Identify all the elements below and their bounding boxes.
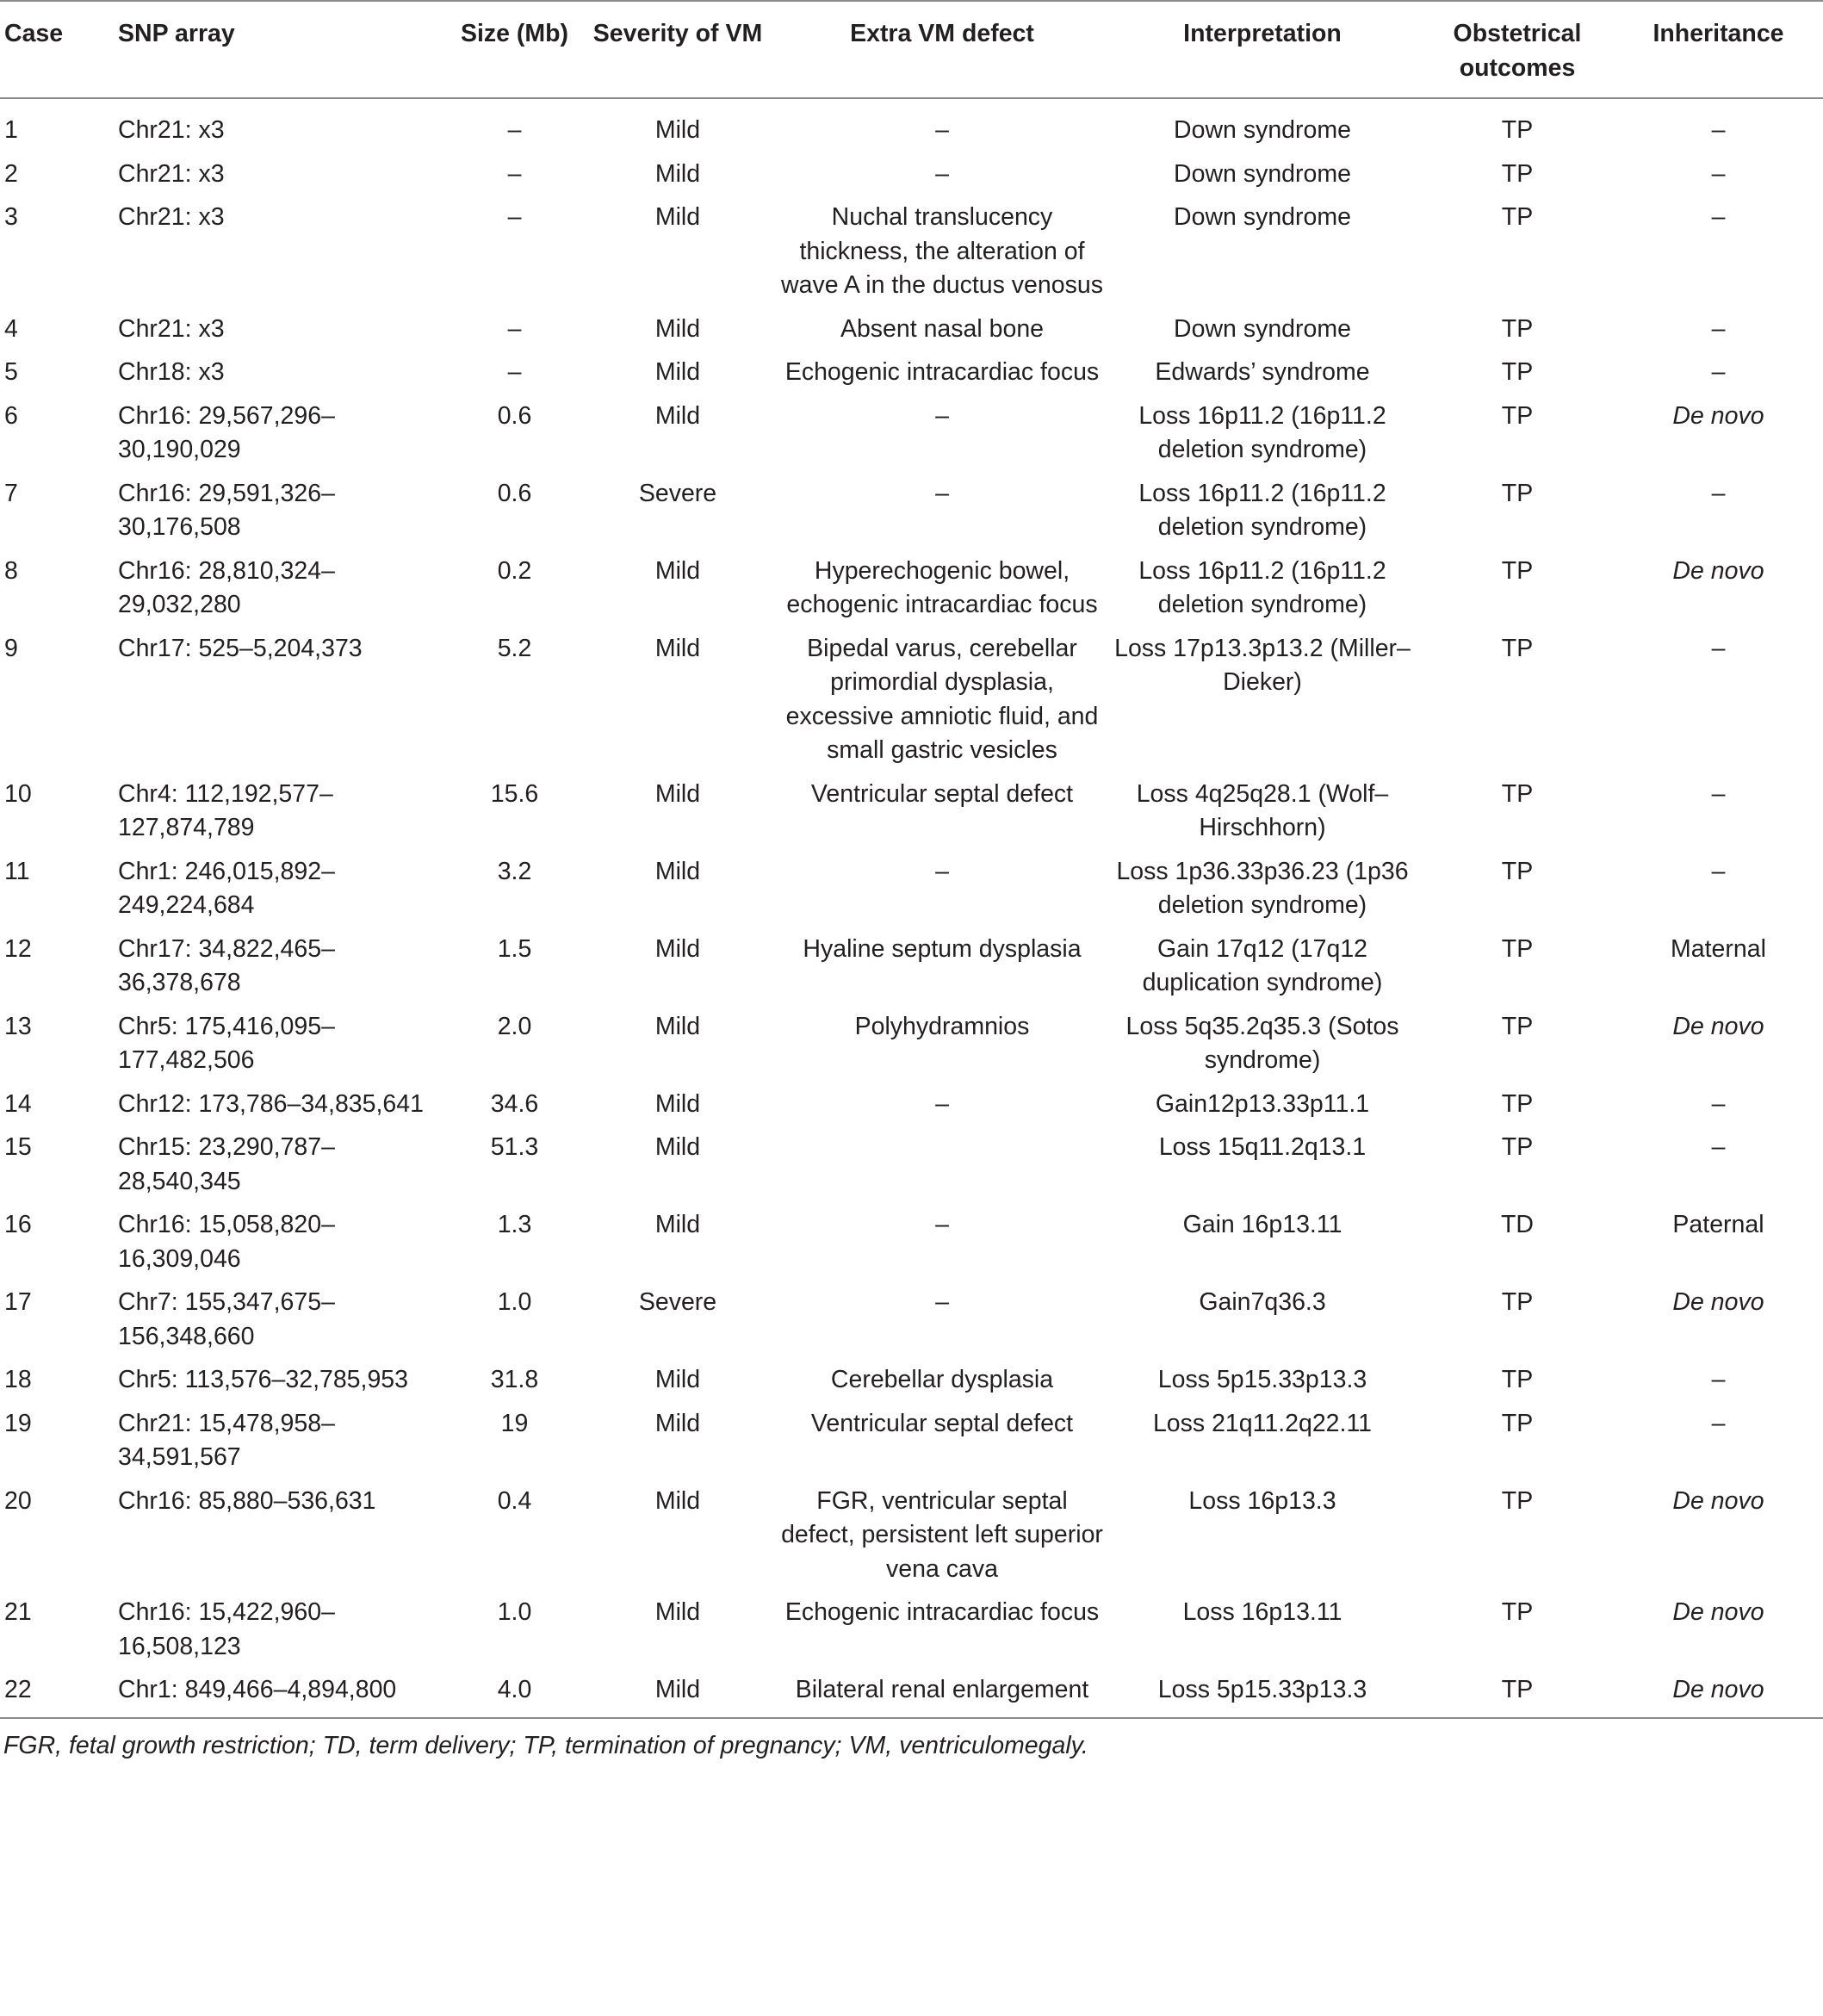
table-row: [0, 1673, 1823, 1717]
cell-size: 0.4: [497, 1486, 532, 1515]
cell-severity: Mild: [654, 1486, 701, 1515]
cell-interpretation: Down syndrome: [1174, 203, 1351, 231]
cell-inheritance: –: [1711, 116, 1726, 144]
cell-severity: Mild: [654, 159, 701, 188]
table-row: [0, 1208, 1823, 1286]
cell-extra-defect: –: [935, 1211, 949, 1238]
cell-outcome: TP: [1501, 1409, 1534, 1437]
cell-severity: Mild: [654, 1366, 701, 1393]
header-extra-defect: Extra VM defect: [850, 20, 1034, 47]
table-row: [0, 933, 1823, 1010]
cell-extra-defect: FGR, ventricular septal defect, persistent left superior vena cava: [781, 1486, 1103, 1583]
cell-size: 2.0: [497, 1012, 532, 1040]
cell-inheritance: Paternal: [1672, 1211, 1764, 1238]
cell-case: 9: [4, 634, 18, 662]
cell-snp-array: Chr21: x3: [118, 314, 225, 343]
table-row: [0, 555, 1823, 632]
cell-interpretation: Loss 16p13.3: [1188, 1486, 1336, 1515]
cell-size: 1.0: [497, 1288, 532, 1316]
cell-severity: Mild: [654, 1211, 701, 1238]
cell-interpretation: Edwards’ syndrome: [1155, 358, 1370, 386]
cell-extra-defect: –: [935, 857, 949, 885]
cell-size: 1.3: [497, 1211, 532, 1238]
cell-severity: Mild: [654, 1676, 701, 1703]
cell-severity: Severe: [638, 479, 717, 507]
cell-inheritance: –: [1711, 1089, 1726, 1118]
cell-case: 15: [4, 1133, 32, 1161]
cell-inheritance: –: [1711, 1133, 1726, 1161]
cell-size: 51.3: [490, 1133, 539, 1161]
cell-inheritance: –: [1711, 857, 1726, 885]
cell-severity: Mild: [654, 1089, 701, 1118]
cell-severity: Mild: [654, 203, 701, 231]
cell-inheritance: De novo: [1672, 1598, 1764, 1626]
cell-extra-defect: –: [935, 116, 949, 144]
cell-size: –: [507, 203, 522, 231]
cell-severity: Mild: [654, 634, 701, 662]
table-row: [0, 778, 1823, 855]
cell-size: –: [507, 116, 522, 144]
cell-snp-array: Chr16: 29,591,326–30,176,508: [118, 479, 335, 541]
table-row: [0, 400, 1823, 477]
cell-size: 0.6: [497, 401, 532, 430]
cell-inheritance: De novo: [1672, 1012, 1764, 1040]
header-size: Size (Mb): [460, 20, 569, 47]
cell-case: 7: [4, 479, 18, 507]
header-row: [0, 1, 1823, 98]
cell-case: 16: [4, 1211, 32, 1238]
cell-inheritance: De novo: [1672, 1676, 1764, 1703]
cell-size: 0.2: [497, 556, 532, 585]
cell-interpretation: Loss 16p11.2 (16p11.2 deletion syndrome): [1138, 479, 1386, 541]
header-case: Case: [4, 20, 64, 47]
cell-size: –: [507, 159, 522, 188]
cell-case: 4: [4, 314, 18, 343]
table-row: [0, 98, 1823, 158]
cell-size: 19: [500, 1409, 529, 1437]
cell-interpretation: Loss 5p15.33p13.3: [1157, 1366, 1367, 1393]
cell-inheritance: De novo: [1672, 401, 1764, 430]
cell-snp-array: Chr21: 15,478,958–34,591,567: [118, 1409, 335, 1471]
cell-extra-defect: Cerebellar dysplasia: [830, 1366, 1054, 1393]
cell-case: 20: [4, 1486, 32, 1515]
cell-snp-array: Chr5: 175,416,095–177,482,506: [118, 1012, 335, 1074]
cell-severity: Mild: [654, 401, 701, 430]
cell-snp-array: Chr21: x3: [118, 159, 225, 188]
cell-extra-defect: –: [935, 401, 949, 430]
cell-inheritance: –: [1711, 634, 1726, 662]
cell-interpretation: Loss 5p15.33p13.3: [1157, 1676, 1367, 1703]
cell-extra-defect: –: [935, 479, 949, 507]
cell-snp-array: Chr12: 173,786–34,835,641: [118, 1089, 424, 1118]
cell-interpretation: Loss 16p11.2 (16p11.2 deletion syndrome): [1138, 401, 1386, 463]
cell-snp-array: Chr21: x3: [118, 203, 225, 231]
cell-severity: Mild: [654, 1598, 701, 1626]
table-row: [0, 855, 1823, 933]
cell-extra-defect: Echogenic intracardiac focus: [784, 1598, 1100, 1626]
cell-extra-defect: Nuchal translucency thickness, the alteration of wave A in the ductus venosus: [781, 203, 1103, 299]
table-row: [0, 1407, 1823, 1485]
cell-severity: Mild: [654, 1133, 701, 1161]
cell-severity: Mild: [654, 934, 701, 963]
table-header: [0, 1, 1823, 98]
table-row: [0, 1286, 1823, 1363]
cell-size: 15.6: [490, 779, 539, 808]
cell-case: 18: [4, 1366, 32, 1393]
cell-size: 31.8: [490, 1366, 539, 1393]
cell-case: 17: [4, 1288, 32, 1316]
cell-interpretation: Loss 15q11.2q13.1: [1158, 1133, 1367, 1161]
cell-inheritance: –: [1711, 779, 1726, 808]
cell-interpretation: Down syndrome: [1174, 116, 1351, 144]
cell-outcome: TD: [1501, 1211, 1534, 1238]
cell-interpretation: Down syndrome: [1174, 314, 1351, 343]
cell-outcome: TP: [1501, 1366, 1534, 1393]
cell-case: 6: [4, 401, 18, 430]
cell-case: 5: [4, 358, 18, 386]
cell-interpretation: Loss 16p11.2 (16p11.2 deletion syndrome): [1138, 556, 1386, 618]
cell-outcome: TP: [1501, 203, 1534, 231]
cell-outcome: TP: [1501, 634, 1534, 662]
cell-snp-array: Chr15: 23,290,787–28,540,345: [118, 1133, 335, 1195]
cell-case: 22: [4, 1676, 32, 1703]
cell-interpretation: Loss 21q11.2q22.11: [1152, 1409, 1373, 1437]
cell-interpretation: Loss 5q35.2q35.3 (Sotos syndrome): [1125, 1012, 1399, 1074]
cell-extra-defect: [778, 1131, 1106, 1208]
cell-inheritance: –: [1711, 314, 1726, 343]
cell-extra-defect: Ventricular septal defect: [810, 779, 1074, 808]
cell-inheritance: –: [1711, 1366, 1726, 1393]
cell-extra-defect: Absent nasal bone: [840, 314, 1045, 343]
cell-severity: Mild: [654, 779, 701, 808]
table-row: [0, 1485, 1823, 1597]
cell-interpretation: Down syndrome: [1174, 159, 1351, 188]
cell-outcome: TP: [1501, 1676, 1534, 1703]
cell-extra-defect: Bilateral renal enlargement: [795, 1676, 1089, 1703]
cell-severity: Mild: [654, 1409, 701, 1437]
cell-outcome: TP: [1501, 1486, 1534, 1515]
cell-interpretation: Loss 1p36.33p36.23 (1p36 deletion syndrome): [1116, 857, 1409, 919]
cell-inheritance: De novo: [1672, 556, 1764, 585]
cell-interpretation: Gain12p13.33p11.1: [1155, 1089, 1370, 1118]
cell-snp-array: Chr7: 155,347,675–156,348,660: [118, 1288, 335, 1350]
cell-extra-defect: Bipedal varus, cerebellar primordial dysplasia, excessive amniotic fluid, and small gastric vesicles: [785, 634, 1099, 764]
cell-size: 1.0: [497, 1598, 532, 1626]
cell-case: 8: [4, 556, 18, 585]
cell-inheritance: Maternal: [1671, 934, 1766, 963]
table-row: [0, 158, 1823, 202]
cell-outcome: TP: [1501, 479, 1534, 507]
table-row: [0, 1010, 1823, 1088]
cell-snp-array: Chr17: 525–5,204,373: [118, 634, 363, 662]
cell-size: 3.2: [497, 857, 532, 885]
cell-snp-array: Chr1: 246,015,892–249,224,684: [118, 857, 335, 919]
cell-case: 21: [4, 1598, 32, 1626]
header-severity: Severity of VM: [592, 20, 763, 47]
cell-size: 1.5: [497, 934, 532, 963]
cell-outcome: TP: [1501, 116, 1534, 144]
cell-severity: Mild: [654, 358, 701, 386]
table-row: [0, 201, 1823, 313]
cell-extra-defect: Echogenic intracardiac focus: [784, 358, 1100, 386]
cell-interpretation: Gain7q36.3: [1199, 1288, 1326, 1316]
table-row: [0, 632, 1823, 778]
cell-outcome: TP: [1501, 934, 1534, 963]
cell-inheritance: –: [1711, 358, 1726, 386]
cell-size: 4.0: [497, 1676, 532, 1703]
table-row: [0, 1363, 1823, 1407]
cell-inheritance: –: [1711, 203, 1726, 231]
cell-case: 12: [4, 934, 32, 963]
cell-interpretation: Loss 17p13.3p13.2 (Miller–Dieker): [1114, 634, 1411, 696]
cell-size: 0.6: [497, 479, 532, 507]
cell-interpretation: Gain 16p13.11: [1182, 1211, 1342, 1238]
table-row: [0, 1088, 1823, 1132]
cell-snp-array: Chr21: x3: [118, 116, 225, 144]
table-row: [0, 477, 1823, 555]
cell-interpretation: Loss 16p13.11: [1182, 1598, 1342, 1626]
cell-case: 3: [4, 203, 18, 231]
cell-outcome: TP: [1501, 1089, 1534, 1118]
cell-severity: Mild: [654, 116, 701, 144]
cell-extra-defect: –: [935, 1089, 949, 1118]
header-interpretation: Interpretation: [1183, 20, 1342, 47]
cell-snp-array: Chr1: 849,466–4,894,800: [118, 1676, 397, 1703]
cell-extra-defect: Hyaline septum dysplasia: [803, 934, 1082, 963]
cell-snp-array: Chr5: 113,576–32,785,953: [118, 1366, 409, 1393]
cell-case: 13: [4, 1012, 32, 1040]
cell-snp-array: Chr18: x3: [118, 358, 225, 386]
cell-inheritance: –: [1711, 479, 1726, 507]
cell-outcome: TP: [1501, 1288, 1534, 1316]
cell-inheritance: –: [1711, 159, 1726, 188]
cell-case: 2: [4, 159, 18, 188]
cell-severity: Severe: [638, 1288, 717, 1316]
cell-snp-array: Chr17: 34,822,465–36,378,678: [118, 934, 335, 996]
cell-snp-array: Chr16: 85,880–536,631: [118, 1486, 376, 1515]
cell-outcome: TP: [1501, 358, 1534, 386]
cell-inheritance: –: [1711, 1409, 1726, 1437]
table-body: [0, 98, 1823, 1717]
cell-case: 11: [4, 857, 30, 885]
table-row: [0, 1131, 1823, 1208]
cell-snp-array: Chr16: 28,810,324–29,032,280: [118, 556, 335, 618]
header-outcome: Obstetrical outcomes: [1453, 20, 1582, 82]
cell-interpretation: Loss 4q25q28.1 (Wolf–Hirschhorn): [1136, 779, 1389, 841]
cell-inheritance: De novo: [1672, 1288, 1764, 1316]
header-inheritance: Inheritance: [1652, 20, 1784, 47]
table-row: [0, 356, 1823, 400]
cell-size: –: [507, 314, 522, 343]
cell-severity: Mild: [654, 1012, 701, 1040]
cell-snp-array: Chr16: 29,567,296–30,190,029: [118, 401, 335, 463]
cell-case: 1: [4, 116, 18, 144]
cell-outcome: TP: [1501, 159, 1534, 188]
cell-snp-array: Chr16: 15,058,820–16,309,046: [118, 1211, 335, 1273]
cell-extra-defect: Hyperechogenic bowel, echogenic intracardiac focus: [786, 556, 1098, 618]
cell-case: 19: [4, 1409, 32, 1437]
cell-size: 5.2: [497, 634, 532, 662]
table-row: [0, 1596, 1823, 1673]
cell-outcome: TP: [1501, 314, 1534, 343]
cell-severity: Mild: [654, 857, 701, 885]
cell-inheritance: De novo: [1672, 1486, 1764, 1515]
cell-severity: Mild: [654, 314, 701, 343]
cell-severity: Mild: [654, 556, 701, 585]
cell-interpretation: Gain 17q12 (17q12 duplication syndrome): [1142, 934, 1383, 996]
header-snp-array: SNP array: [118, 20, 235, 47]
cell-snp-array: Chr4: 112,192,577–127,874,789: [118, 779, 333, 841]
cell-extra-defect: Polyhydramnios: [854, 1012, 1030, 1040]
cell-extra-defect: Ventricular septal defect: [810, 1409, 1074, 1437]
cell-outcome: TP: [1501, 1133, 1534, 1161]
cell-extra-defect: –: [935, 159, 949, 188]
cell-snp-array: Chr16: 15,422,960–16,508,123: [118, 1598, 335, 1660]
cell-case: 14: [4, 1089, 32, 1118]
table-footnote: FGR, fetal growth restriction; TD, term delivery; TP, termination of pregnancy; VM, ventriculomegaly.: [0, 1717, 1823, 1764]
cell-size: 34.6: [490, 1089, 539, 1118]
cell-outcome: TP: [1501, 401, 1534, 430]
cell-outcome: TP: [1501, 1598, 1534, 1626]
cell-extra-defect: –: [935, 1288, 949, 1316]
cell-outcome: TP: [1501, 779, 1534, 808]
table-row: [0, 313, 1823, 357]
cell-case: 10: [4, 779, 32, 808]
cell-size: –: [507, 358, 522, 386]
cell-outcome: TP: [1501, 556, 1534, 585]
cell-outcome: TP: [1501, 1012, 1534, 1040]
cell-outcome: TP: [1501, 857, 1534, 885]
